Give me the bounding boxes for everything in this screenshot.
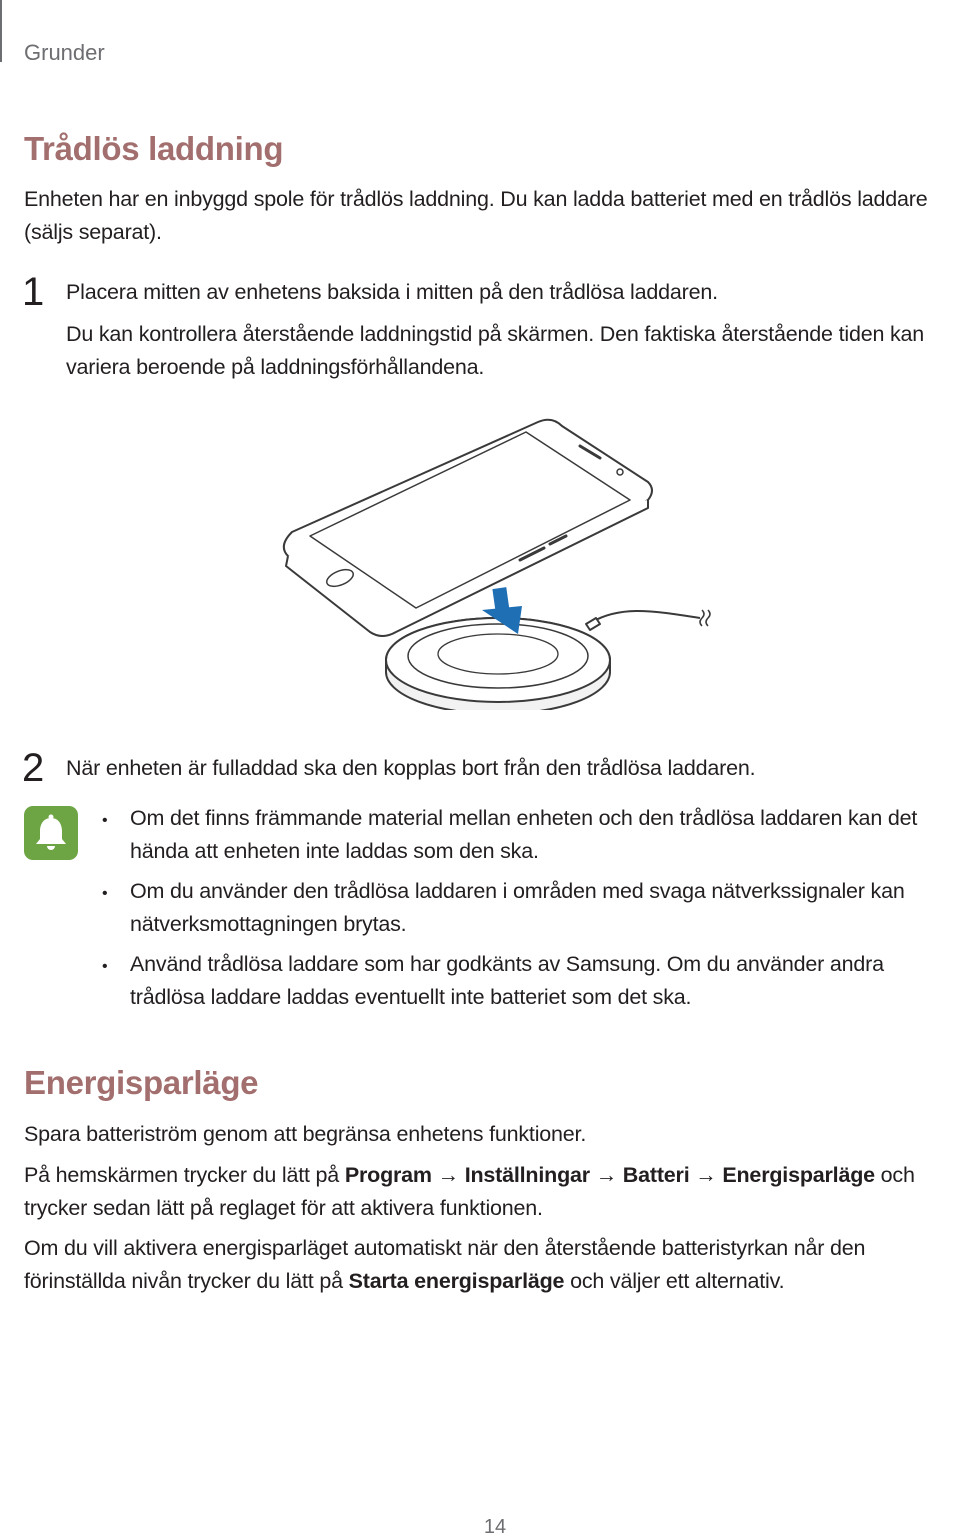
running-header: Grunder [24, 40, 105, 65]
cable-break-mark [700, 610, 710, 626]
power-saving-intro: Spara batteriström genom att begränsa enhetens funktioner. [24, 1122, 587, 1146]
wireless-intro: Enheten har en inbyggd spole för trådlös laddning. Du kan ladda batteriet med en trådlös laddare (säljs separat). [24, 187, 928, 244]
note-item-1: Om det finns främmande material mellan enheten och den trådlösa laddaren kan det hända att enheten inte laddas som den ska. [130, 806, 918, 863]
page-number: 14 [483, 1516, 507, 1538]
note-item-3: Använd trådlösa laddare som har godkänts av Samsung. Om du använder andra trådlösa laddare laddas eventuellt inte batteriet som det ska. [130, 952, 884, 1009]
note-bullet: • [102, 958, 108, 975]
step-2-number: 2 [22, 746, 45, 790]
step-2-text: När enheten är fulladdad ska den kopplas bort från den trådlösa laddaren. [66, 756, 756, 780]
menu-path-battery: Batteri [622, 1163, 690, 1187]
note-bullet: • [102, 812, 108, 829]
section-title-power-saving: Energisparläge [24, 1064, 259, 1101]
note-bell-icon [24, 806, 78, 860]
step-1-note: Du kan kontrollera återstående laddningstid på skärmen. Den faktiska återstående tiden kan variera beroende på laddningsförhållandena. [66, 322, 925, 379]
charger-cable [592, 611, 700, 622]
menu-path-program: Program [344, 1163, 432, 1187]
menu-path-settings: Inställningar [464, 1163, 590, 1187]
menu-path-power-saving: Energisparläge [722, 1163, 875, 1187]
section-title-wireless: Trådlös laddning [24, 130, 284, 167]
note-item-2: Om du använder den trådlösa laddaren i områden med svaga nätverkssignaler kan nätverksmottagningen brytas. [130, 879, 905, 936]
note-bullet: • [102, 885, 108, 902]
page-edge-rule [0, 0, 2, 62]
step-1-text: Placera mitten av enhetens baksida i mitten på den trådlösa laddaren. [66, 280, 718, 304]
power-saving-auto: Om du vill aktivera energisparläget automatiskt när den återstående batteristyrkan når den förinställda nivån trycker du lätt på Starta energisparläge och väljer ett alternativ. [24, 1236, 866, 1293]
power-saving-instructions: På hemskärmen trycker du lätt på Program → Inställningar → Batteri → Energisparläge och trycker sedan lätt på reglaget för att aktivera funktionen. [24, 1163, 915, 1220]
option-start-power-saving: Starta energisparläge [348, 1269, 565, 1293]
cable-connector [586, 618, 600, 630]
step-1-number: 1 [22, 270, 45, 314]
wireless-charging-illustration [270, 410, 720, 710]
